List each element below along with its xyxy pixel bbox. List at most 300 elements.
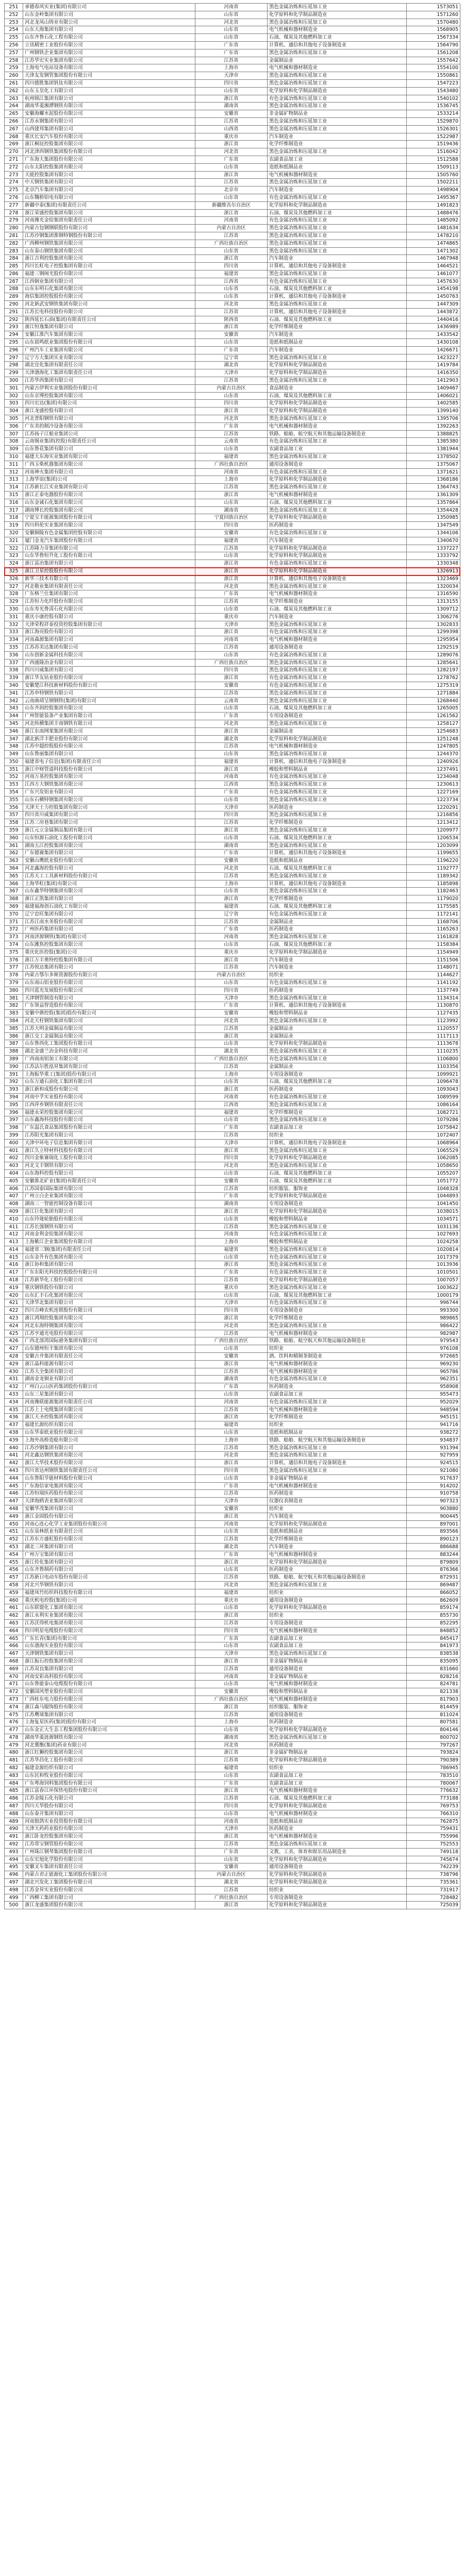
company-cell: 浙江新和成股份有限公司 [23,1086,195,1094]
industry-cell: 汽车制造业 [268,1544,407,1551]
province-cell: 湖南省 [195,1200,268,1208]
revenue-cell: 1020814 [407,1246,460,1254]
rank-cell: 309 [5,446,23,453]
company-cell: 浙江金固股份有限公司 [23,1513,195,1521]
province-cell: 河南省 [195,1231,268,1239]
table-row [5,545,460,553]
company-cell: 江西方大钢铁集团有限公司 [23,781,195,789]
table-row [5,88,460,95]
company-cell: 北京汽车集团有限公司 [23,187,195,194]
table-row [5,1894,460,1902]
table-row [5,1216,460,1224]
province-cell: 天津市 [195,804,268,812]
company-cell: 广西桂东电力股份有限公司 [23,1696,195,1704]
industry-cell: 化学原料和化学制品制造业 [268,1521,407,1529]
company-cell: 上海紫江企业集团股份有限公司 [23,1239,195,1246]
table-row [5,1193,460,1200]
industry-cell: 黑色金属冶炼和压延加工业 [268,248,407,256]
company-cell: 山东民和牧业股份有限公司 [23,1772,195,1780]
province-cell: 广东省 [195,1269,268,1277]
revenue-cell: 1306276 [407,614,460,621]
company-cell: 江苏鹰球集团有限公司 [23,1711,195,1719]
revenue-cell: 1371621 [407,469,460,477]
industry-cell: 计算机、通信和其他电子设备制造业 [268,575,407,583]
table-row [5,1269,460,1277]
rank-cell: 463 [5,1620,23,1628]
company-cell: 天津渤海化工集团有限责任公司 [23,369,195,377]
table-row [5,1658,460,1666]
rank-cell: 458 [5,1582,23,1589]
industry-cell: 通用设备制造业 [268,1711,407,1719]
rank-cell: 321 [5,537,23,545]
rank-cell: 351 [5,766,23,774]
table-row [5,957,460,964]
rank-cell: 442 [5,1460,23,1467]
company-cell: 广西玉柴机器集团有限公司 [23,461,195,469]
revenue-cell: 1295954 [407,636,460,644]
table-row [5,1376,460,1383]
province-cell: 江苏省 [195,1841,268,1849]
rank-cell: 305 [5,415,23,423]
revenue-cell: 1471302 [407,248,460,256]
table-row [5,789,460,796]
revenue-cell: 1488476 [407,210,460,217]
industry-cell: 黑色金属冶炼和压延加工业 [268,1261,407,1269]
rank-cell: 455 [5,1559,23,1567]
industry-cell: 医药制造业 [268,987,407,995]
table-row [5,911,460,919]
province-cell: 山东省 [195,1772,268,1780]
rank-cell: 422 [5,1307,23,1315]
revenue-cell: 1498904 [407,187,460,194]
table-row [5,1109,460,1117]
industry-cell: 电气机械和器材制造业 [268,26,407,34]
revenue-cell: 1564790 [407,42,460,49]
revenue-cell: 841973 [407,1642,460,1650]
rank-cell: 400 [5,1140,23,1147]
industry-cell: 有色金属冶炼和压延加工业 [268,278,407,286]
industry-cell: 造纸和纸制品业 [268,164,407,172]
table-row [5,537,460,545]
industry-cell: 黑色金属冶炼和压延加工业 [268,80,407,88]
province-cell: 浙江省 [195,674,268,682]
revenue-cell: 1144627 [407,972,460,979]
revenue-cell: 1426671 [407,347,460,354]
revenue-cell: 1072407 [407,1132,460,1140]
company-cell: 广东温氏食品集团股份有限公司 [23,1124,195,1132]
company-cell: 辽宁方大集团实业有限公司 [23,354,195,362]
revenue-cell: 1467948 [407,255,460,263]
industry-cell: 金属制品业 [268,1033,407,1041]
table-row [5,1445,460,1452]
table-row [5,979,460,987]
province-cell: 山东省 [195,835,268,842]
company-cell: 江苏江南水务股份有限公司 [23,919,195,926]
table-row [5,1871,460,1879]
province-cell: 山东省 [195,293,268,301]
industry-cell: 电气机械和器材制造业 [268,1406,407,1414]
province-cell: 山东省 [195,888,268,895]
revenue-cell: 1209977 [407,827,460,835]
revenue-cell: 1024258 [407,1239,460,1246]
province-cell: 山东省 [195,164,268,172]
company-cell: 广东东阳光科技控股股份有限公司 [23,1269,195,1277]
rank-cell: 375 [5,949,23,957]
industry-cell: 黑色金属冶炼和压延加工业 [268,484,407,492]
industry-cell: 化学原料和化学制品制造业 [268,545,407,553]
industry-cell: 金属制品业 [268,1025,407,1033]
province-cell: 山东省 [195,88,268,95]
province-cell: 云南省 [195,438,268,446]
industry-cell: 计算机、通信和其他电子设备制造业 [268,1140,407,1147]
rank-cell: 373 [5,934,23,941]
table-row [5,1841,460,1849]
province-cell: 江苏省 [195,1620,268,1628]
rank-cell: 425 [5,1330,23,1338]
province-cell: 四川省 [195,1307,268,1315]
rank-cell: 405 [5,1178,23,1185]
company-cell: 山东东明石化集团有限公司 [23,285,195,293]
province-cell: 河北省 [195,1323,268,1330]
rank-cell: 363 [5,857,23,865]
revenue-cell: 828216 [407,1673,460,1681]
company-cell: 福建福海创石油化工有限公司 [23,903,195,911]
company-cell: 江苏大全集团有限公司 [23,1368,195,1376]
company-cell: 安徽华茂集团有限公司 [23,1505,195,1513]
table-row [5,4,460,11]
province-cell: 广东省 [195,850,268,857]
industry-cell: 化学原料和化学制品制造业 [268,1040,407,1048]
table-row [5,1574,460,1582]
revenue-cell: 797267 [407,1742,460,1750]
rank-cell: 487 [5,1803,23,1810]
industry-cell: 仪器仪表制造业 [268,1498,407,1505]
company-cell: 山东泉林纸业有限责任公司 [23,1528,195,1536]
revenue-cell: 914202 [407,1483,460,1490]
company-cell: 天津天士力控股集团有限公司 [23,804,195,812]
revenue-cell: 807581 [407,1719,460,1726]
revenue-cell: 1206534 [407,835,460,842]
industry-cell: 化学原料和化学制品制造业 [268,1879,407,1887]
table-row [5,393,460,400]
industry-cell: 石油、煤炭及其他燃料加工业 [268,316,407,324]
province-cell: 广东省 [195,590,268,598]
company-cell: 天津友发钢管集团股份有限公司 [23,72,195,80]
revenue-cell: 838538 [407,1650,460,1658]
province-cell: 江苏省 [195,690,268,698]
rank-cell: 352 [5,773,23,781]
industry-cell: 黑色金属冶炼和压延加工业 [268,179,407,187]
revenue-cell: 1491823 [407,202,460,210]
industry-cell: 化学原料和化学制品制造业 [268,1208,407,1216]
province-cell: 江苏省 [195,545,268,553]
revenue-cell: 773188 [407,1795,460,1803]
revenue-cell: 982987 [407,1330,460,1338]
table-row [5,880,460,888]
industry-cell: 化学原料和化学制品制造业 [268,568,407,575]
industry-cell: 纺织服装、服饰业 [268,1185,407,1193]
rank-cell: 334 [5,636,23,644]
rank-cell: 257 [5,49,23,57]
province-cell: 山西省 [195,126,268,133]
industry-cell: 黑色金属冶炼和压延加工业 [268,583,407,591]
table-row [5,1140,460,1147]
company-cell: 广州钢铁企业集团有限公司 [23,49,195,57]
company-cell: 山东恒源石油化工股份有限公司 [23,835,195,842]
revenue-cell: 1302833 [407,621,460,629]
rank-cell: 441 [5,1452,23,1460]
company-cell: 江苏长强钢铁有限公司 [23,1224,195,1231]
province-cell: 河北省 [195,19,268,27]
revenue-cell: 1093043 [407,1086,460,1094]
province-cell: 广东省 [195,1780,268,1788]
company-cell: 山东鲁花集团有限公司 [23,446,195,453]
province-cell: 湖南省 [195,507,268,515]
industry-cell: 有色金属冶炼和压延加工业 [268,438,407,446]
rank-cell: 485 [5,1787,23,1795]
rank-cell: 436 [5,1414,23,1421]
table-row [5,194,460,202]
revenue-cell: 1247805 [407,743,460,751]
industry-cell: 造纸和纸制品业 [268,1429,407,1437]
province-cell: 山东省 [195,1681,268,1688]
company-cell: 山东大海集团有限公司 [23,26,195,34]
table-row [5,598,460,606]
table-row [5,1383,460,1391]
company-cell: 江苏新长江实业集团有限公司 [23,484,195,492]
rank-cell: 366 [5,880,23,888]
table-row [5,217,460,225]
rank-cell: 336 [5,652,23,659]
rank-cell: 300 [5,377,23,385]
rank-cell: 476 [5,1719,23,1726]
rank-cell: 497 [5,1879,23,1887]
industry-cell: 纺织业 [268,1505,407,1513]
company-cell: 浙江龙盛控股有限公司 [23,408,195,415]
province-cell: 安徽省 [195,530,268,537]
company-cell: 福建省三钢(集团)有限责任公司 [23,1246,195,1254]
rank-cell: 341 [5,690,23,698]
table-row [5,499,460,507]
table-row [5,133,460,141]
table-row [5,339,460,347]
revenue-cell: 1568905 [407,26,460,34]
industry-cell: 农副食品加工业 [268,1635,407,1643]
industry-cell: 金属制品业 [268,728,407,736]
industry-cell: 农副食品加工业 [268,156,407,164]
rank-cell: 432 [5,1383,23,1391]
rank-cell: 368 [5,895,23,903]
province-cell: 山东省 [195,705,268,713]
revenue-cell: 1172141 [407,911,460,919]
company-cell: 江苏长电科技股份有限公司 [23,309,195,316]
company-cell: 山东晨鸣纸业集团股份有限公司 [23,339,195,347]
table-row [5,1147,460,1155]
rank-cell: 460 [5,1597,23,1605]
industry-cell: 黑色金属冶炼和压延加工业 [268,1445,407,1452]
province-cell: 天津市 [195,1299,268,1307]
industry-cell: 专用设备制造业 [268,1620,407,1628]
revenue-cell: 976108 [407,1345,460,1353]
industry-cell: 有色金属冶炼和压延加工业 [268,1376,407,1383]
table-row [5,240,460,248]
industry-cell: 化学原料和化学制品制造业 [268,552,407,560]
company-cell: 河南安彩高科股份有限公司 [23,1673,195,1681]
rank-cell: 253 [5,19,23,27]
company-cell: 厦门金龙汽车集团股份有限公司 [23,537,195,545]
industry-cell: 黑色金属冶炼和压延加工业 [268,148,407,156]
province-cell: 湖北省 [195,736,268,743]
revenue-cell: 793824 [407,1749,460,1757]
industry-cell: 电气机械和器材制造业 [268,1330,407,1338]
revenue-cell: 1419784 [407,362,460,369]
revenue-cell: 1096478 [407,1078,460,1086]
industry-cell: 纺织业 [268,972,407,979]
company-cell: 安徽楚江科技新材料股份有限公司 [23,682,195,690]
table-row [5,141,460,148]
industry-cell: 黑色金属冶炼和压延加工业 [268,126,407,133]
company-cell: 福建三钢闽光股份有限公司 [23,270,195,278]
company-cell: 浙江万丰奥特控股集团有限公司 [23,957,195,964]
rank-cell: 284 [5,255,23,263]
province-cell: 河南省 [195,1673,268,1681]
province-cell: 河南省 [195,636,268,644]
company-cell: 山东金正大生态工程集团股份有限公司 [23,1726,195,1734]
province-cell: 安徽省 [195,1353,268,1361]
province-cell: 浙江省 [195,895,268,903]
table-row [5,1002,460,1010]
rank-cell: 273 [5,172,23,179]
revenue-cell: 1055207 [407,1170,460,1178]
table-row [5,636,460,644]
company-cell: 江苏中超控股股份有限公司 [23,743,195,751]
company-cell: 河北冀衡(集团)药业有限公司 [23,1742,195,1750]
table-row [5,949,460,957]
industry-cell: 医药制造业 [268,1490,407,1498]
industry-cell: 有色金属冶炼和压延加工业 [268,773,407,781]
rank-cell: 339 [5,674,23,682]
province-cell: 云南省 [195,698,268,705]
company-cell: 江苏大明金属制品有限公司 [23,1025,195,1033]
rank-cell: 385 [5,1025,23,1033]
rank-cell: 306 [5,423,23,431]
province-cell: 安徽省 [195,331,268,339]
province-cell: 内蒙古自治区 [195,972,268,979]
province-cell: 山东省 [195,1642,268,1650]
company-cell: 广西盛隆冶金有限公司 [23,659,195,667]
province-cell: 天津市 [195,995,268,1003]
rank-cell: 282 [5,240,23,248]
company-cell: 浙江荣盛控股集团有限公司 [23,210,195,217]
rank-cell: 340 [5,682,23,690]
revenue-cell: 1375067 [407,461,460,469]
table-row [5,1772,460,1780]
company-cell: 四川宏达(集团)有限公司 [23,400,195,408]
industry-cell: 有色金属冶炼和压延加工业 [268,194,407,202]
company-cell: 天津华北集团有限公司 [23,1299,195,1307]
industry-cell: 黑色金属冶炼和压延加工业 [268,751,407,758]
rank-cell: 251 [5,4,23,11]
table-row [5,1780,460,1788]
rank-cell: 358 [5,819,23,827]
province-cell: 江苏省 [195,919,268,926]
table-row [5,1170,460,1178]
industry-cell: 黑色金属冶炼和压延加工业 [268,842,407,850]
province-cell: 浙江省 [195,827,268,835]
province-cell: 浙江省 [195,95,268,103]
rank-cell: 407 [5,1193,23,1200]
province-cell: 河南省 [195,1094,268,1101]
revenue-cell: 1340670 [407,537,460,545]
province-cell: 河北省 [195,1162,268,1170]
province-cell: 重庆市 [195,1597,268,1605]
revenue-cell: 1148071 [407,964,460,972]
company-cell: 上海复星医药(集团)股份有限公司 [23,1719,195,1726]
company-cell: 广州立白企业集团有限公司 [23,1193,195,1200]
rank-cell: 293 [5,324,23,331]
industry-cell: 有色金属冶炼和压延加工业 [268,652,407,659]
industry-cell: 黑色金属冶炼和压延加工业 [268,270,407,278]
rank-cell: 345 [5,720,23,728]
industry-cell: 计算机、通信和其他电子设备制造业 [268,263,407,270]
industry-cell: 电气机械和器材制造业 [268,743,407,751]
company-cell: 河南豫光金铅集团有限责任公司 [23,217,195,225]
revenue-cell: 728482 [407,1894,460,1902]
revenue-cell: 1385380 [407,438,460,446]
table-row [5,507,460,515]
industry-cell: 黑色金属冶炼和压延加工业 [268,1284,407,1292]
industry-cell: 黑色金属冶炼和压延加工业 [268,621,407,629]
company-cell: 浙江元立金属制品集团有限公司 [23,827,195,835]
table-row [5,1833,460,1841]
industry-cell: 石油、煤炭及其他燃料加工业 [268,1795,407,1803]
revenue-cell: 941716 [407,1421,460,1429]
province-cell: 江苏省 [195,57,268,65]
rank-cell: 392 [5,1078,23,1086]
rank-cell: 393 [5,1086,23,1094]
revenue-cell: 1282197 [407,667,460,674]
rank-cell: 256 [5,42,23,49]
company-cell: 山东三星集团有限公司 [23,1391,195,1399]
province-cell: 福建省 [195,1246,268,1254]
rank-cell: 411 [5,1224,23,1231]
revenue-cell: 1464521 [407,263,460,270]
revenue-cell: 1533214 [407,110,460,118]
revenue-cell: 811024 [407,1711,460,1719]
table-row [5,1025,460,1033]
table-row [5,1825,460,1833]
industry-cell: 有色金属冶炼和压延加工业 [268,979,407,987]
province-cell: 重庆市 [195,1284,268,1292]
company-cell: 安徽山鹰纸业股份有限公司 [23,857,195,865]
industry-cell: 黑色金属冶炼和压延加工业 [268,4,407,11]
rank-cell: 454 [5,1551,23,1559]
province-cell: 天津市 [195,1498,268,1505]
table-row [5,530,460,537]
province-cell: 河北省 [195,301,268,309]
table-row [5,1421,460,1429]
province-cell: 重庆市 [195,949,268,957]
revenue-cell: 845417 [407,1635,460,1643]
province-cell: 天津市 [195,72,268,80]
rank-cell: 324 [5,560,23,568]
table-row [5,1620,460,1628]
rank-cell: 438 [5,1429,23,1437]
industry-cell: 有色金属冶炼和压延加工业 [268,1269,407,1277]
company-cell: 江苏新华化工股份有限公司 [23,1277,195,1284]
table-row [5,895,460,903]
industry-cell: 电气机械和器材制造业 [268,1810,407,1818]
